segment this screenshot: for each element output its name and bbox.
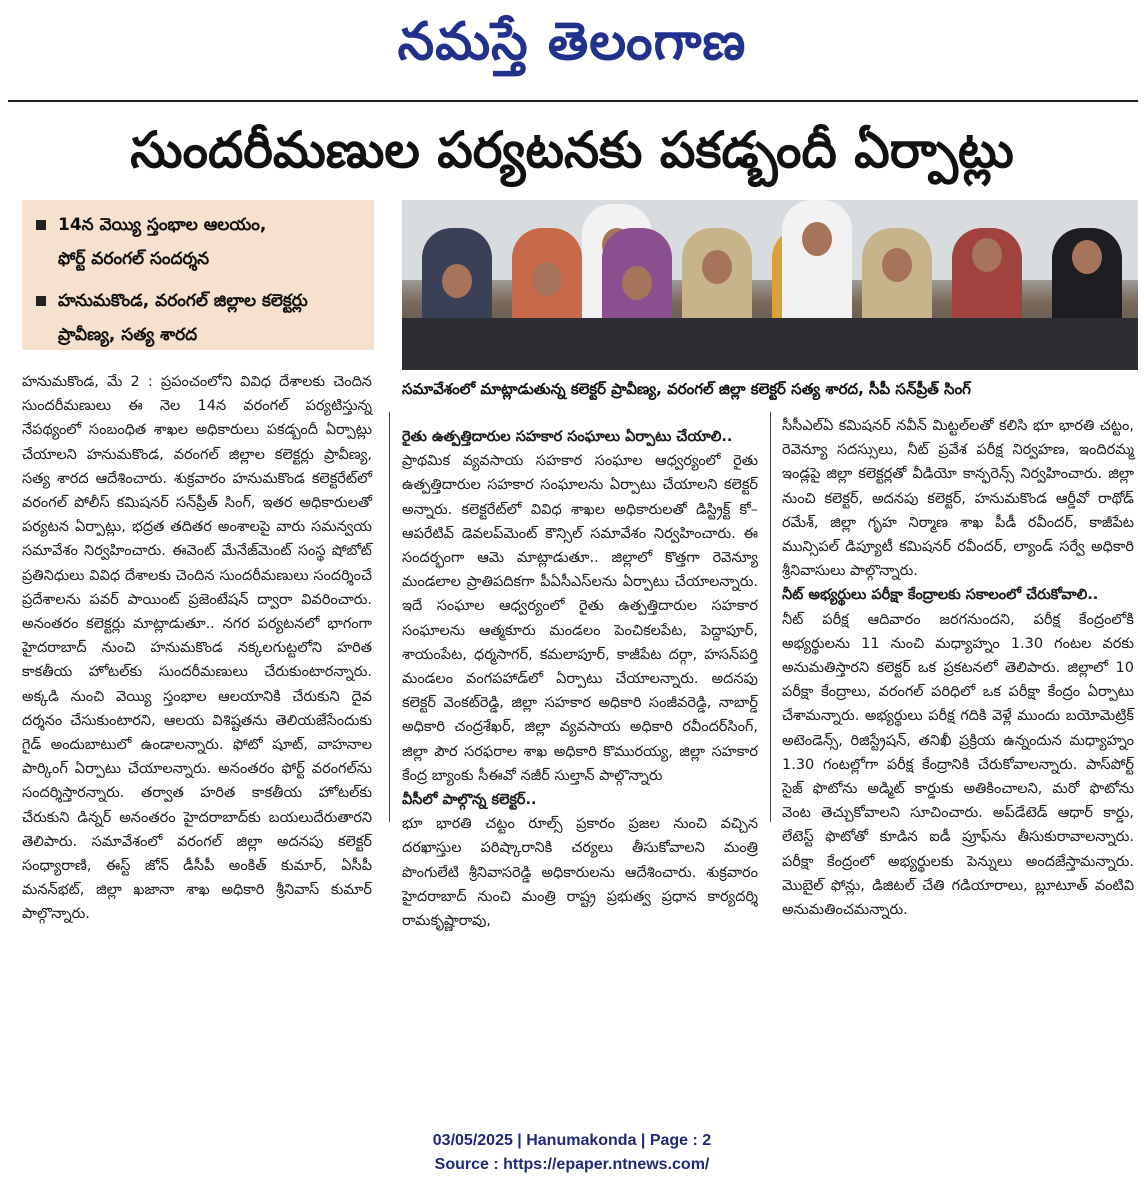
highlight-item [36, 284, 360, 352]
article-column-2 [402, 425, 758, 933]
article-column-3 [782, 414, 1134, 922]
article-body: హనుమకొండ, మే 2 : ప్రపంచంలోని వివిధ దేశాలకు చెందిన సుందరీమణులు ఈ నెల 14న వరంగల్ పర్యటిస్తున్న నేపథ్యంలో సంబంధిత శాఖల అధికారులు పకడ్బందీ ఏర్పాట్లు చేయాలని హనుమకొండ, వరంగల్ జిల్లాల కలెక్టర్లు ప్రావీణ్య, సత్య శారద ఆదేశించారు. శుక్రవారం హనుమకొండ కలెక్టరేట్‌లో వరంగల్ పోలీస్ కమిషనర్ సన్‌ప్రీత్ సింగ్, ఇతర అధికారులతో పర్యటన ఏర్పాట్లు, భద్రత తదితర అంశాలపై వారు సమన్వయ సమావేశం నిర్వహించారు. ఈవెంట్ మేనేజ్‌మెంట్ సంస్థ షోబోట్ ప్రతినిధులు వివిధ దేశాలకు చెందిన సుందరీమణులు సందర్శించే ప్రదేశాలను పవర్ పాయింట్ ప్రజెంటేషన్ ద్వారా వివరించారు. అనంతరం కలెక్టర్లు మాట్లాడుతూ.. నగర పర్యటనలో భాగంగా హైదరాబాద్ నుంచి హనుమకొండ నక్కలగుట్టలోని హరిత కాకతీయ హోటల్‌కు సుందరీమణులు చేరుకుంటారన్నారు. అక్కడి నుంచి వెయ్యి స్తంభాల ఆలయానికి చేరుకుని దైవ దర్శనం చేసుకుంటారని, ఆలయ విశిష్టతను తెలియజేసేందుకు గైడ్ అందుబాటులో ఉండాలన్నారు. ఫోటో షూట్, వాహనాల పార్కింగ్ ఏర్పాటు చేయాలన్నారు. అనంతరం ఫోర్ట్ వరంగల్‌ను సందర్శిస్తారన్నారు. తర్వాత హరిత కాకతీయ హోటల్‌కు చేరుకుని డిన్నర్ అనంతరం హైదరాబాద్‌కు బయలుదేరుతారని తెలిపారు. సమావేశంలో వరంగల్ జిల్లా అదనపు కలెక్టర్ సంధ్యారాణి, ఈస్ట్ జోన్ డీసీపీ అంకిత్ కుమార్, ఏసీపీ మనన్‌భట్, జిల్లా ఖజానా శాఖ అధికారి శ్రీనివాస్ కుమార్ పాల్గొన్నారు. [22, 374, 372, 923]
subheading: నీట్ అభ్యర్థులు పరీక్షా కేంద్రాలకు సకాలంలో చేరుకోవాలి.. [782, 587, 1099, 604]
article-paragraph: సీసీఎల్ఏ కమిషనర్ నవీన్ మిట్టల్‌లతో కలిసి భూ భారతి చట్టం, రెవెన్యూ సదస్సులు, నీట్ ప్రవేశ పరీక్ష నిర్వహణ, ఇందిరమ్మ ఇండ్లపై జిల్లా కలెక్టర్లతో వీడియో కాన్ఫరెన్స్ నిర్వహించారు. జిల్లా నుంచి కలెక్టర్, అదనపు కలెక్టర్, హనుమకొండ ఆర్డీవో రాథోడ్ రమేశ్, జిల్లా గృహ నిర్మాణ శాఖ పీడీ రవీందర్, కాజీపేట మున్సిపల్ డిప్యూటీ కమిషనర్ రవీందర్, ల్యాండ్ సర్వే అధికారి శ్రీనివాసులు పాల్గొన్నారు. [782, 418, 1134, 580]
photo-figure [782, 200, 852, 324]
bullet-icon [36, 296, 46, 306]
highlight-item [36, 208, 360, 276]
source-link[interactable]: Source : https://epaper.ntnews.com/ [434, 1156, 710, 1173]
column-divider [770, 412, 771, 822]
highlight-line: హనుమకొండ, వరంగల్ జిల్లాల కలెక్టర్లు [58, 291, 308, 311]
photo-figure-head [622, 266, 652, 300]
photo-figure-head [532, 262, 562, 296]
photo-caption: సమావేశంలో మాట్లాడుతున్న కలెక్టర్ ప్రావీణ్య, వరంగల్ జిల్లా కలెక్టర్ సత్య శారద, సీపీ సన్‌ప్రీత్ సింగ్ [402, 380, 971, 398]
photo-figure-head [442, 264, 472, 298]
highlight-line: 14న వెయ్యి స్తంభాల ఆలయం, [58, 215, 267, 235]
photo-figure-head [702, 250, 732, 284]
photo-figure-head [1072, 240, 1102, 274]
subheading: రైతు ఉత్పత్తిదారుల సహకార సంఘాలు ఏర్పాటు చేయాలి.. [402, 429, 733, 445]
highlight-line: ఫోర్ట్ వరంగల్ సందర్శన [58, 249, 210, 269]
bullet-icon [36, 220, 46, 230]
article-paragraph: నీట్ పరీక్ష ఆదివారం జరగనుందని, పరీక్ష కేంద్రంలోకి అభ్యర్థులను 11 నుంచి మధ్యాహ్నం 1.30 గంటల వరకు అనుమతిస్తారని కలెక్టర్ ఒక ప్రకటనలో తెలిపారు. జిల్లాలో 10 పరీక్షా కేంద్రాలు, వరంగల్ పరిధిలో ఒక పరీక్షా కేంద్రం ఏర్పాటు చేశామన్నారు. అభ్యర్థులు పరీక్ష గదికి వెళ్లే ముందు బయోమెట్రిక్ అటెండెన్స్, రిజిస్ట్రేషన్, తనిఖీ ప్రక్రియ ఉన్నందున మధ్యాహ్నం 1.30 గంటల్లోగా పరీక్ష కేంద్రానికి చేరుకోవాలన్నారు. పాస్‌పోర్ట్ సైజ్ ఫొటోను అడ్మిట్ కార్డుకు అతికించాలని, మరో ఫొటోను వెంట తెచ్చుకోవాలని సూచించారు. అప్‌డేటెడ్ ఆధార్ కార్డు, లేటెస్ట్ ఫొటోతో కూడిన ఐడీ ప్రూఫ్‌ను తీసుకురావాలన్నారు. పరీక్షా కేంద్రంలో అభ్యర్థులకు పెన్నులు అందజేస్తామన్నారు. మొబైల్ ఫోన్లు, డిజిటల్ చేతి గడియారాలు, బ్లూటూత్ వంటివి అనుమతించమన్నారు. [782, 611, 1134, 919]
photo-figure-head [882, 248, 912, 282]
newspaper-masthead: నమస్తే తెలంగాణ [397, 11, 747, 72]
highlights-box [22, 200, 374, 350]
photo-table [402, 318, 1138, 370]
masthead-divider [8, 100, 1138, 102]
article-paragraph: భూ భారతి చట్టం రూల్స్ ప్రకారం ప్రజల నుంచి వచ్చిన దరఖాస్తుల పరిష్కారానికి చర్యలు తీసుకోవాలని మంత్రి పొంగులేటి శ్రీనివాసరెడ్డి అధికారులను ఆదేశించారు. శుక్రవారం హైదరాబాద్ నుంచి మంత్రి రాష్ట్ర ప్రభుత్వ ప్రధాన కార్యదర్శి రామకృష్ణారావు, [402, 816, 758, 930]
photo-figure-head [972, 238, 1002, 272]
meeting-photo [402, 200, 1138, 370]
article-column-1 [22, 370, 372, 927]
subheading: వీసీలో పాల్గొన్న కలెక్టర్.. [402, 792, 537, 809]
article-paragraph: ప్రాథమిక వ్యవసాయ సహకార సంఘాల ఆధ్వర్యంలో రైతు ఉత్పత్తిదారుల సహకార సంఘాలను ఏర్పాటు చేయాలని కలెక్టర్ అన్నారు. కలెక్టరేట్‌లో వివిధ శాఖల అధికారులతో డిస్ట్రిక్ట్ కో–ఆపరేటివ్ డెవలప్‌మెంట్ కౌన్సిల్ సమావేశం నిర్వహించారు. ఈ సందర్భంగా ఆమె మాట్లాడుతూ.. జిల్లాలో కొత్తగా రెవెన్యూ మండలాల ప్రాతిపదికగా పీఏసీఎస్‌లను ఏర్పాటు చేయాలన్నారు. ఇదే సంఘాల ఆధ్వర్యంలో రైతు ఉత్పత్తిదారుల సహకార సంఘాలను ఆత్మకూరు మండలం పెంచికలపేట, పెద్దాపూర్, శాయంపేట, ధర్మసాగర్, కమలాపూర్, కాజీపేట దర్గా, హసన్‌పర్తి మండలం వంగపహాడ్‌లో ఏర్పాటు చేయాలన్నారు. అదనపు కలెక్టర్ వెంకట్‌రెడ్డి, జిల్లా సహకార అధికారి సంజీవరెడ్డి, నాబార్డ్ అధికారి చంద్రశేఖర్, జిల్లా వ్యవసాయ అధికారి రవీందర్‌సింగ్, జిల్లా పౌర సరఫరాల శాఖ అధికారి కొమురయ్య, జిల్లా సహకార కేంద్ర బ్యాంకు సీఈవో నజీర్ సుల్తాన్ పాల్గొన్నారు [402, 453, 758, 784]
column-divider [389, 412, 390, 822]
photo-figure-head [802, 222, 832, 256]
edition-info: 03/05/2025 | Hanumakonda | Page : 2 [432, 1132, 712, 1149]
highlight-line: ప్రావీణ్య, సత్య శారద [58, 325, 198, 345]
article-headline: సుందరీమణుల పర్యటనకు పకడ్బందీ ఏర్పాట్లు [130, 121, 1014, 179]
